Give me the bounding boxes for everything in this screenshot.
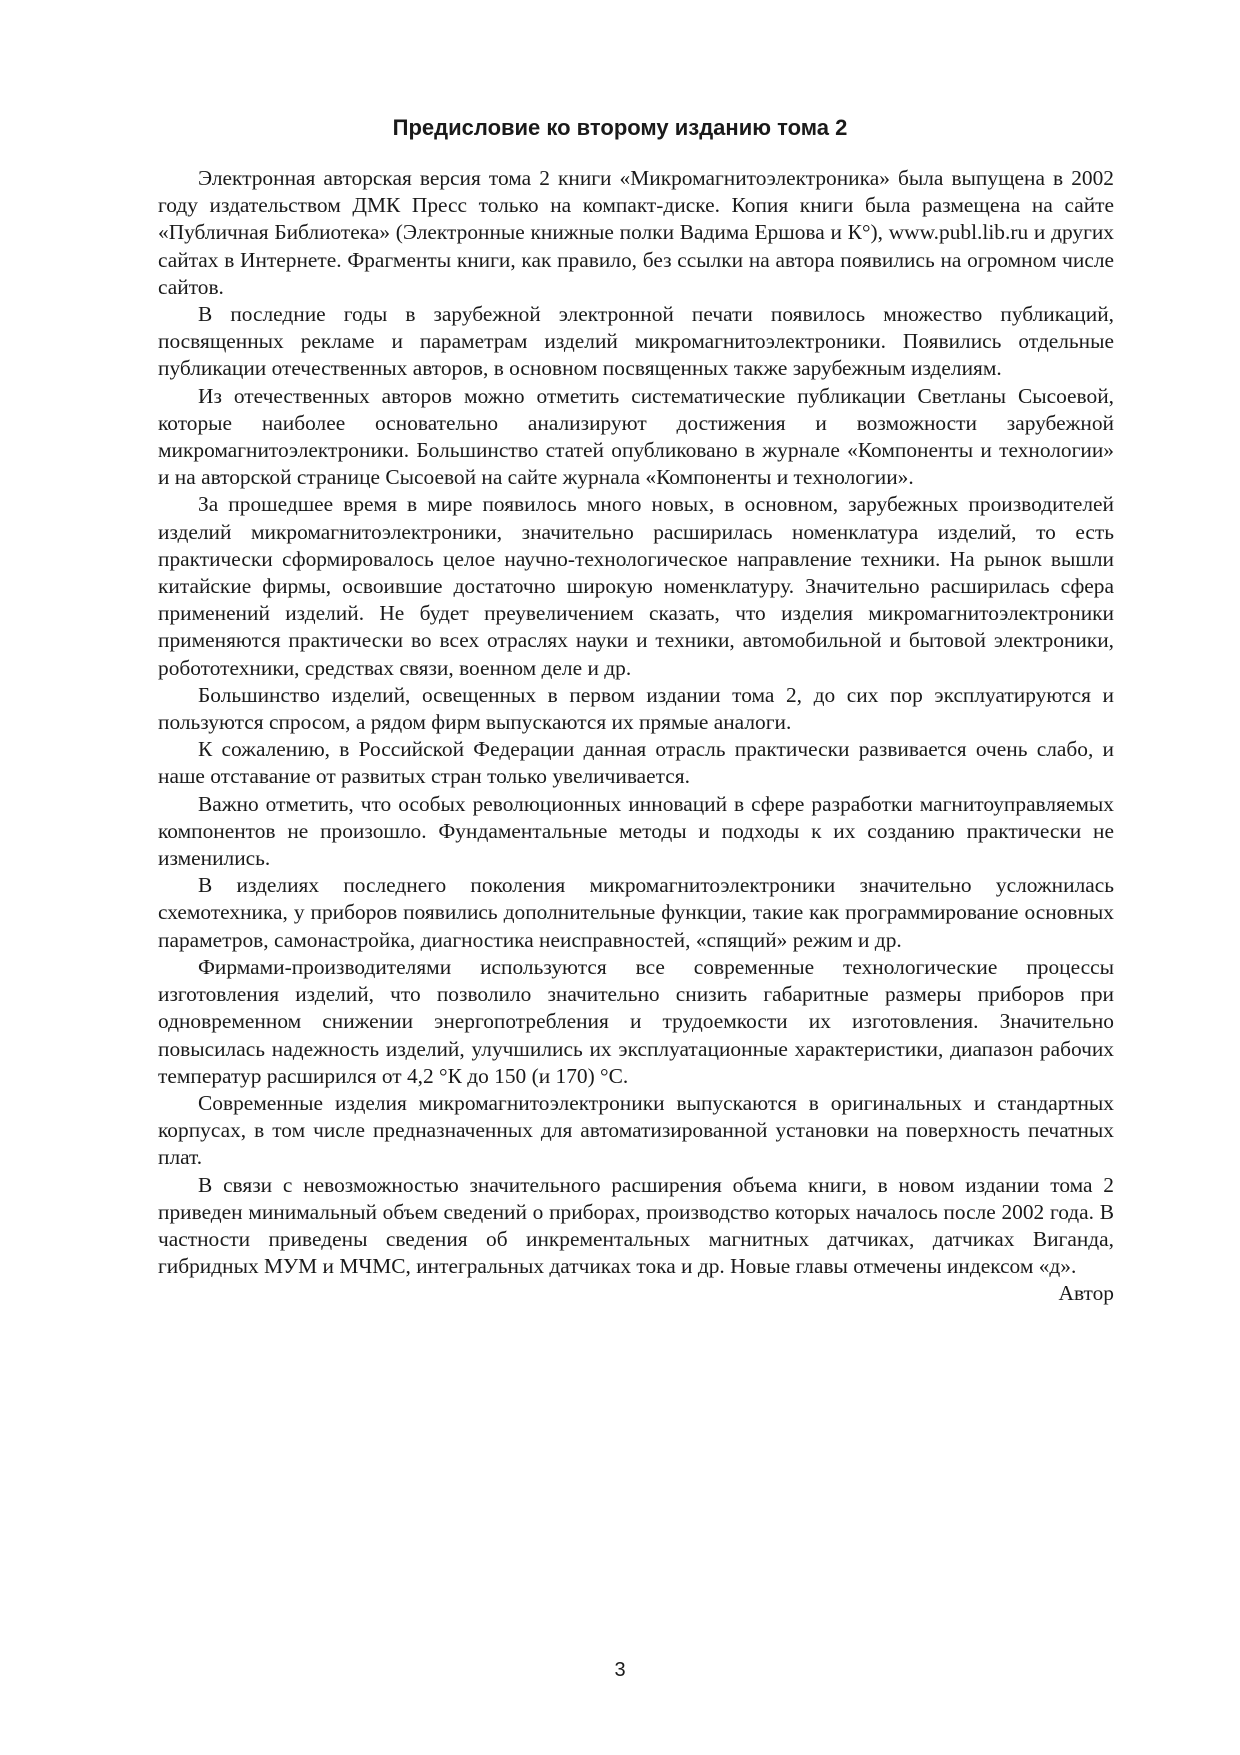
page-title: Предисловие ко второму изданию тома 2 bbox=[392, 115, 848, 140]
paragraph: Электронная авторская версия тома 2 книги «Микромагнитоэлектроника» была выпущена в 2002 году издательством ДМК Пресс только на компакт-диске. Копия книги была размещена на сайте «Публичная Библиотека» (Электронные книжные полки Вадима Ершова и К°), www.publ.lib.ru и других сайтах в Интернете. Фрагменты книги, как правило, без ссылки на автора появились на огромном числе сайтов. bbox=[158, 166, 1114, 299]
paragraph: Важно отметить, что особых революционных инноваций в сфере разработки магнитоуправляемых компонентов не произошло. Фундаментальные методы и подходы к их созданию практически не изменились. bbox=[158, 791, 1114, 871]
document-body bbox=[158, 165, 1114, 1308]
paragraph: Фирмами-производителями используются все современные технологические процессы изготовления изделий, что позволило значительно снизить габаритные размеры приборов при одновременном снижении энергопотребления и трудоемкости их изготовления. Значительно повысилась надежность изделий, улучшились их эксплуатационные характеристики, диапазон рабочих температур расширился от 4,2 °К до 150 (и 170) °С. bbox=[158, 954, 1114, 1088]
paragraph: Современные изделия микромагнитоэлектроники выпускаются в оригинальных и стандартных корпусах, в том числе предназначенных для автоматизированной установки на поверхность печатных плат. bbox=[158, 1090, 1114, 1170]
paragraph: Большинство изделий, освещенных в первом издании тома 2, до сих пор эксплуатируются и пользуются спросом, а рядом фирм выпускаются их прямые аналоги. bbox=[158, 682, 1114, 735]
paragraph: К сожалению, в Российской Федерации данная отрасль практически развивается очень слабо, и наше отставание от развитых стран только увеличивается. bbox=[158, 737, 1114, 789]
author-signature: Автор bbox=[1058, 1281, 1114, 1306]
paragraph: В связи с невозможностью значительного расширения объема книги, в новом издании тома 2 приведен минимальный объем сведений о приборах, производство которых началось после 2002 года. В частности приведены сведения об инкрементальных магнитных датчиках, датчиках Виганда, гибридных МУМ и МЧМС, интегральных датчиках тока и др. Новые главы отмечены индексом «д». bbox=[158, 1172, 1114, 1279]
paragraph: В последние годы в зарубежной электронной печати появилось множество публикаций, посвященных рекламе и параметрам изделий микромагнитоэлектроники. Появились отдельные публикации отечественных авторов, в основном посвященных также зарубежным изделиям. bbox=[158, 302, 1114, 381]
paragraph: В изделиях последнего поколения микромагнитоэлектроники значительно усложнилась схемотехника, у приборов появились дополнительные функции, такие как программирование основных параметров, самонастройка, диагностика неисправностей, «спящий» режим и др. bbox=[158, 873, 1114, 952]
paragraph: За прошедшее время в мире появилось много новых, в основном, зарубежных производителей изделий микромагнитоэлектроники, значительно расширилась номенклатура изделий, то есть практически сформировалось целое научно-технологическое направление техники. На рынок вышли китайские фирмы, освоившие достаточно широкую номенклатуру. Значительно расширилась сфера применений изделий. Не будет преувеличением сказать, что изделия микромагнитоэлектроники применяются практически во всех отраслях науки и техники, автомобильной и бытовой электроники, робототехники, средствах связи, военном деле и др. bbox=[158, 492, 1114, 680]
paragraph: Из отечественных авторов можно отметить систематические публикации Светланы Сысоевой, которые наиболее основательно анализируют достижения и возможности зарубежной микромагнитоэлектроники. Большинство статей опубликовано в журнале «Компоненты и технологии» и на авторской странице Сысоевой на сайте журнала «Компоненты и технологии». bbox=[158, 383, 1114, 490]
page-number: 3 bbox=[614, 1659, 626, 1681]
